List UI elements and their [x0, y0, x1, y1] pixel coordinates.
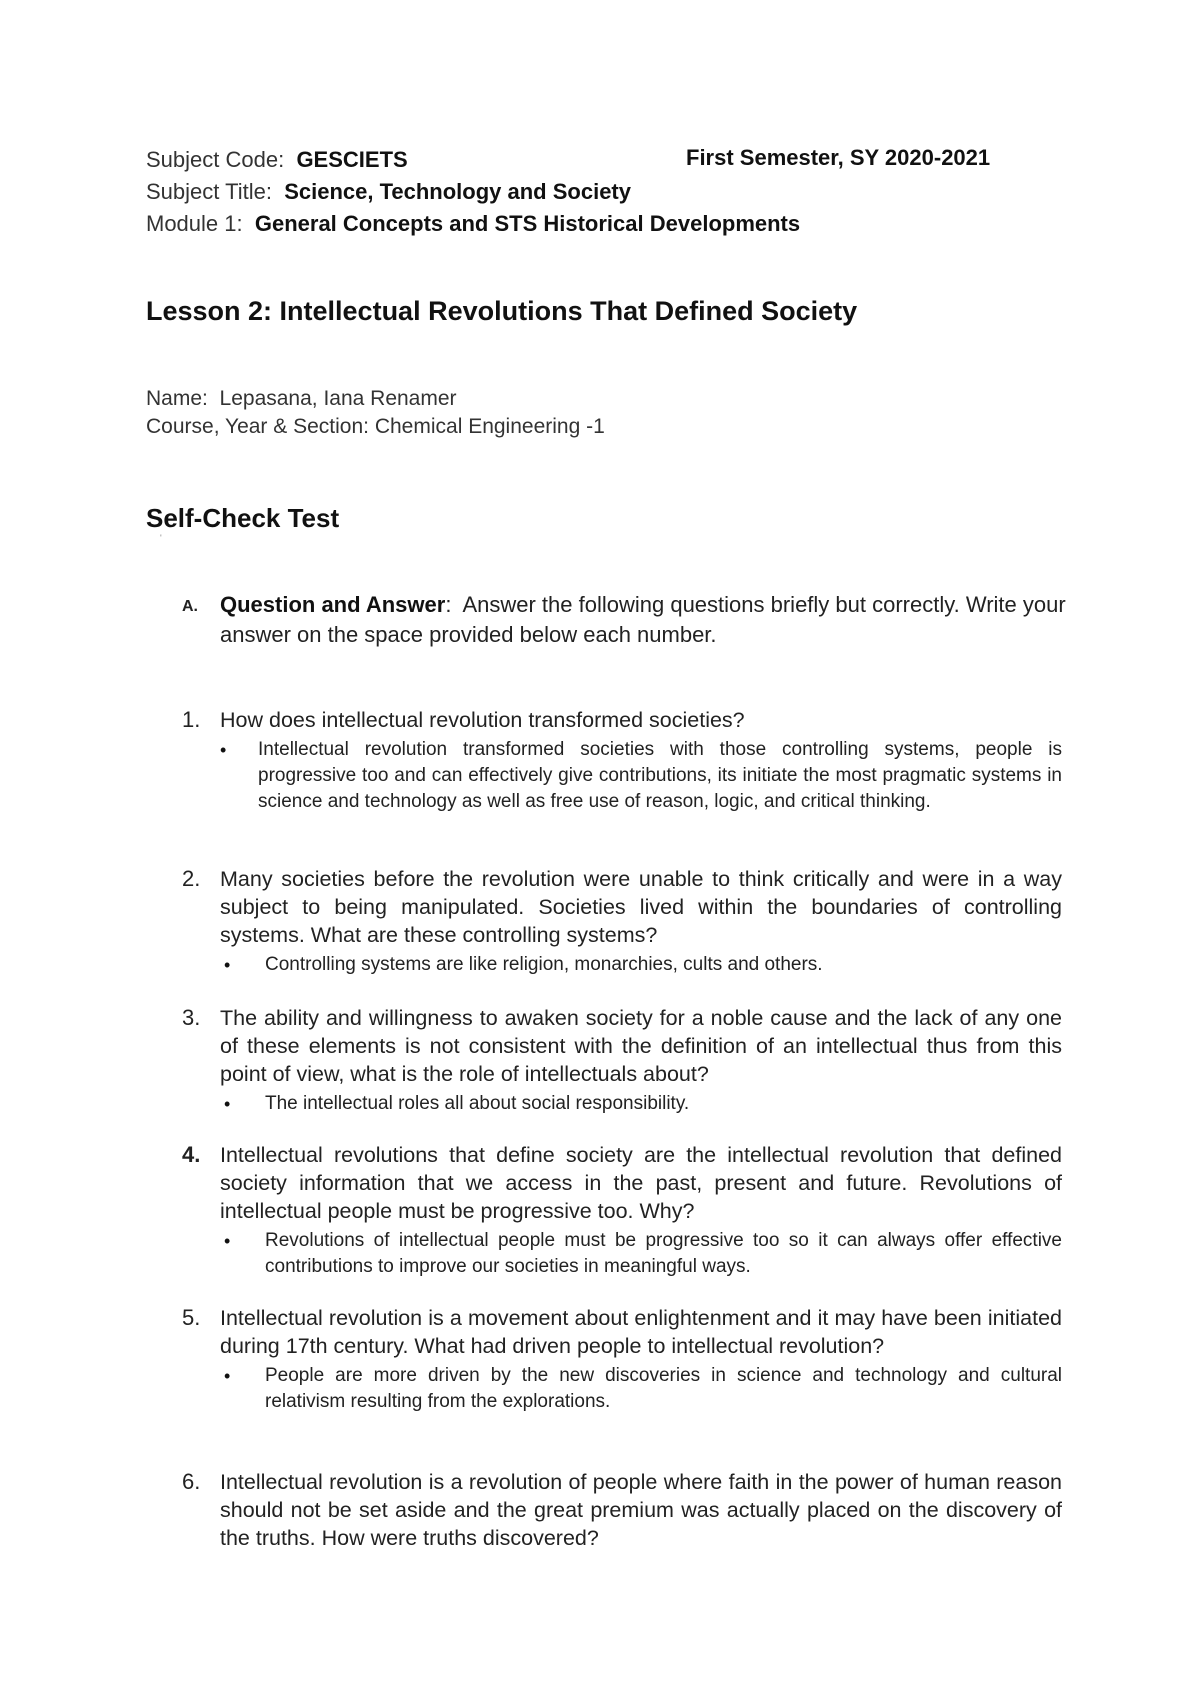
question-text: Many societies before the revolution were unable to think critically and were in a way subject to being manipulated. Societies lived within the boundaries of controlling systems. What are these controlling systems?: [220, 867, 1062, 947]
question-item: [182, 1304, 1062, 1415]
answer-text: Revolutions of intellectual people must be progressive too so it can always offer effective contributions to improve our societies in meaningful ways.: [265, 1230, 1062, 1277]
answer-item: [220, 1228, 1062, 1280]
question-text: Intellectual revolution is a revolution of people where faith in the power of human reason should not be set aside and the great premium was actually placed on the discovery of the truths. How were truths discovered?: [220, 1470, 1062, 1550]
answer-text: Controlling systems are like religion, monarchies, cults and others.: [265, 954, 823, 975]
question-item: [182, 1468, 1062, 1552]
section-a-heading: Question and Answer: [220, 592, 446, 617]
question-text: Intellectual revolutions that define society are the intellectual revolution that defined society information that we access in the past, present and future. Revolutions of intellectual people must be progressive too. Why?: [220, 1143, 1062, 1223]
question-number: 2.: [182, 866, 201, 891]
question-item: [182, 1141, 1062, 1280]
bullet-icon: •: [220, 740, 227, 760]
subject-title-line: [146, 177, 631, 207]
answer-text: The intellectual roles all about social responsibility.: [265, 1093, 690, 1114]
self-check-title: Self-Check Test: [146, 503, 340, 533]
student-name: Lepasana, Iana Renamer: [219, 387, 457, 410]
subject-title-label: Subject Title:: [146, 179, 272, 204]
section-a: [182, 590, 1082, 650]
student-name-label: Name:: [146, 387, 208, 410]
answer-item: [220, 952, 1062, 978]
question-number: 4.: [182, 1142, 201, 1167]
bullet-icon: •: [224, 1366, 231, 1386]
answer-item: [220, 1363, 1062, 1415]
question-number: 3.: [182, 1005, 201, 1030]
section-a-body: Question and Answer: Answer the following questions briefly but correctly. Write your answer on the space provided below each number.: [220, 592, 1066, 647]
module-line: [146, 209, 800, 239]
semester-label: First Semester, SY 2020-2021: [686, 145, 991, 170]
bullet-icon: •: [224, 955, 231, 975]
question-item: [182, 865, 1062, 978]
answer-item: [220, 737, 1062, 815]
bullet-icon: •: [224, 1231, 231, 1251]
question-number: 1.: [182, 707, 201, 732]
course-value: Chemical Engineering -1: [374, 415, 605, 438]
subject-code-label: Subject Code:: [146, 147, 285, 172]
subject-title-value: Science, Technology and Society: [284, 179, 631, 204]
cursor-mark: ': [160, 533, 162, 543]
section-a-instruction: Answer the following questions briefly but correctly. Write your answer on the space provided below each number.: [220, 592, 1066, 647]
lesson-title: Lesson 2: Intellectual Revolutions That Defined Society: [146, 296, 858, 326]
module-label: Module 1:: [146, 211, 243, 236]
answer-text: Intellectual revolution transformed societies with those controlling systems, people is progressive too and can effectively give contributions, its initiate the most pragmatic systems in science and technology as well as free use of reason, logic, and critical thinking.: [258, 739, 1062, 812]
answer-text: People are more driven by the new discoveries in science and technology and cultural relativism resulting from the explorations.: [265, 1365, 1062, 1412]
question-item: [182, 1004, 1062, 1117]
subject-code-line: [146, 145, 408, 175]
student-name-line: [146, 387, 457, 411]
question-number: 6.: [182, 1469, 201, 1494]
course-label: Course, Year & Section:: [146, 415, 369, 438]
question-item: [182, 706, 1062, 815]
question-text: Intellectual revolution is a movement about enlightenment and it may have been initiated during 17th century. What had driven people to intellectual revolution?: [220, 1306, 1062, 1358]
answer-item: [220, 1091, 1062, 1117]
module-value: General Concepts and STS Historical Developments: [254, 211, 801, 236]
question-number: 5.: [182, 1305, 201, 1330]
question-text: The ability and willingness to awaken society for a noble cause and the lack of any one of these elements is not consistent with the definition of an intellectual thus from this point of view, what is the role of intellectuals about?: [220, 1006, 1062, 1086]
bullet-icon: •: [224, 1094, 231, 1114]
section-a-marker: A.: [182, 598, 198, 615]
question-text: How does intellectual revolution transformed societies?: [220, 708, 745, 732]
course-line: [146, 415, 605, 439]
subject-code-value: GESCIETS: [296, 147, 408, 172]
